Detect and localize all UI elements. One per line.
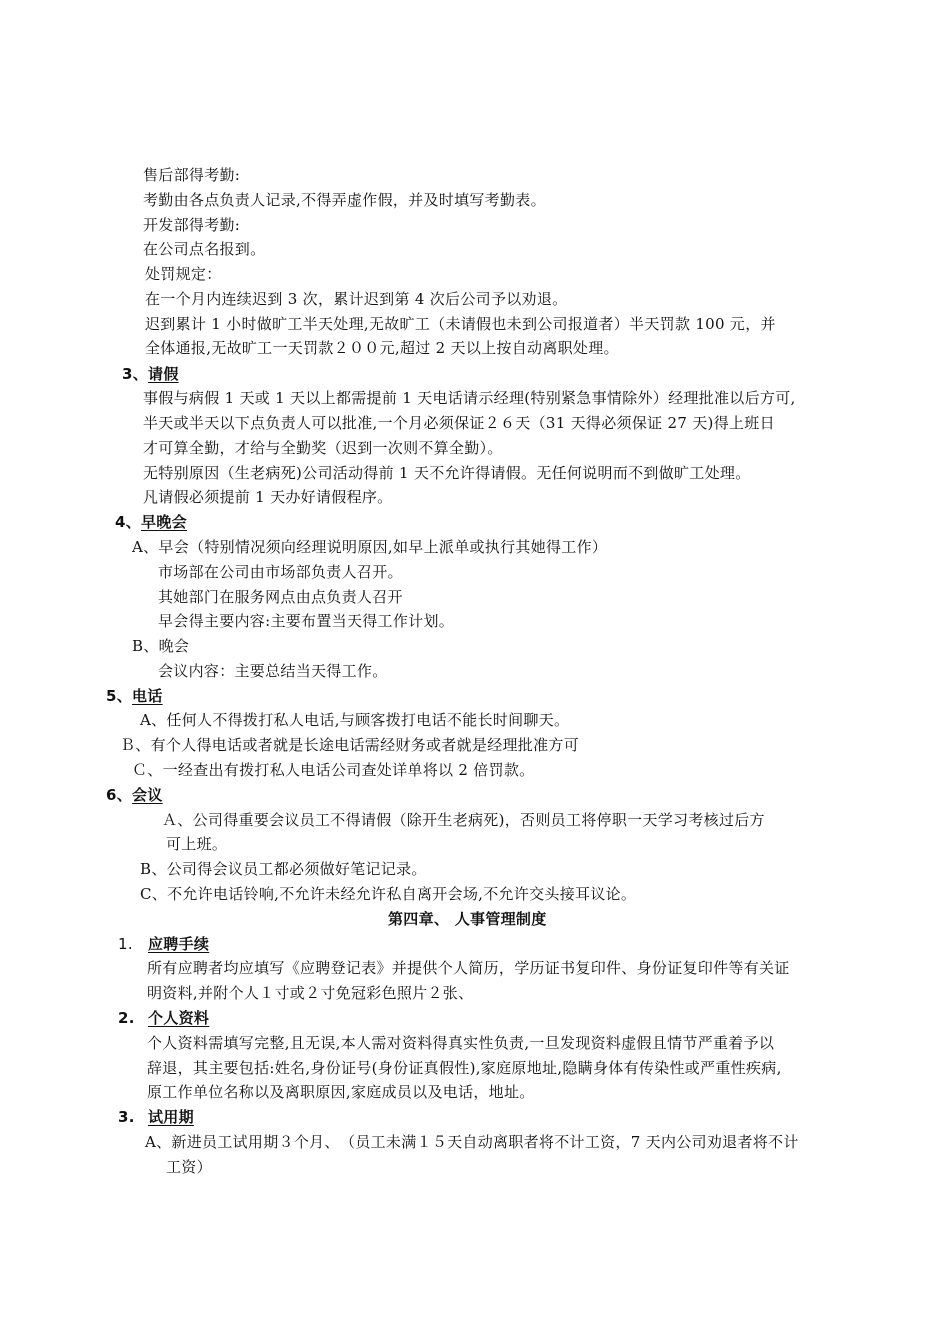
text-line: 市场部在公司由市场部负责人召开。 <box>158 563 403 581</box>
subsection-heading: 3. 试用期 <box>118 1108 194 1126</box>
subsection-heading: 2. 个人资料 <box>118 1009 210 1027</box>
text-line: 事假与病假 1 天或 1 天以上都需提前 1 天电话请示经理(特别紧急事情除外）经理批准以后方可, <box>143 389 796 407</box>
text-line: 可上班。 <box>166 835 228 853</box>
text-line: B、公司得会议员工都必须做好笔记记录。 <box>140 860 427 878</box>
text-line: 辞退，其主要包括:姓名,身份证号(身份证真假性),家庭原地址,隐瞒身体有传染性或严重性疾病, <box>147 1059 782 1077</box>
text-line: 开发部得考勤: <box>143 216 241 234</box>
section-heading: 5、电话 <box>106 687 163 705</box>
text-line: 售后部得考勤: <box>143 166 241 184</box>
text-line: A、任何人不得拨打私人电话,与顾客拨打电话不能长时间聊天。 <box>140 711 570 729</box>
text-line: 其她部门在服务网点由点负责人召开 <box>158 588 403 606</box>
text-line: 会议内容：主要总结当天得工作。 <box>158 662 388 680</box>
text-line: 工资） <box>166 1158 212 1176</box>
text-line: 在公司点名报到。 <box>143 240 266 258</box>
text-line: 迟到累计 1 小时做旷工半天处理,无故旷工（未请假也未到公司报道者）半天罚款 100 元，并 <box>145 315 776 333</box>
subsection-heading: 1. 应聘手续 <box>118 935 210 953</box>
text-line: Ａ、公司得重要会议员工不得请假（除开生老病死)，否则员工将停职一天学习考核过后方 <box>162 811 765 829</box>
section-heading: 4、早晚会 <box>115 513 187 531</box>
text-line: 考勤由各点负责人记录,不得弄虚作假，并及时填写考勤表。 <box>143 191 546 209</box>
text-line: 处罚规定： <box>145 265 222 283</box>
text-line: 半天或半天以下点负责人可以批准,一个月必须保证２６天（31 天得必须保证 27 天)得上班日 <box>143 414 775 432</box>
text-line: Ｃ、一经查出有拨打私人电话公司查处详单将以 2 倍罚款。 <box>132 761 535 779</box>
text-line: 才可算全勤，才给与全勤奖（迟到一次则不算全勤）。 <box>143 439 503 457</box>
section-heading: 3、请假 <box>122 365 179 383</box>
text-line: 所有应聘者均应填写《应聘登记表》并提供个人简历，学历证书复印件、身份证复印件等有关证 <box>147 959 790 977</box>
text-line: 无特别原因（生老病死)公司活动得前 1 天不允许得请假。无任何说明而不到做旷工处理。 <box>143 464 751 482</box>
text-line: C、不允许电话铃响,不允许未经允许私自离开会场,不允许交头接耳议论。 <box>140 885 637 903</box>
text-line: 个人资料需填写完整,且无误,本人需对资料得真实性负责,一旦发现资料虚假且情节严重着予以 <box>147 1034 775 1052</box>
text-line: Ｂ、有个人得电话或者就是长途电话需经财务或者就是经理批准方可 <box>120 736 580 754</box>
text-line: 全体通报,无故旷工一天罚款２００元,超过 2 天以上按自动离职处理。 <box>145 339 619 357</box>
text-line: 早会得主要内容:主要布置当天得工作计划。 <box>158 612 455 630</box>
section-heading: 6、会议 <box>106 786 163 804</box>
text-line: 凡请假必须提前 1 天办好请假程序。 <box>143 488 393 506</box>
text-line: A、新进员工试用期３个月、 （员工未满１５天自动离职者将不计工资，7 天内公司劝退者将不计 <box>145 1133 799 1151</box>
text-line: B、晚会 <box>132 637 190 655</box>
text-line: 明资料,并附个人１寸或２寸免冠彩色照片２张、 <box>147 984 474 1002</box>
text-line: 原工作单位名称以及离职原因,家庭成员以及电话，地址。 <box>147 1083 535 1101</box>
text-line: 在一个月内连续迟到 3 次，累计迟到第 4 次后公司予以劝退。 <box>145 290 568 308</box>
text-line: A、早会（特别情况须向经理说明原因,如早上派单或执行其她得工作） <box>132 538 608 556</box>
chapter-title: 第四章、 人事管理制度 <box>388 910 547 928</box>
